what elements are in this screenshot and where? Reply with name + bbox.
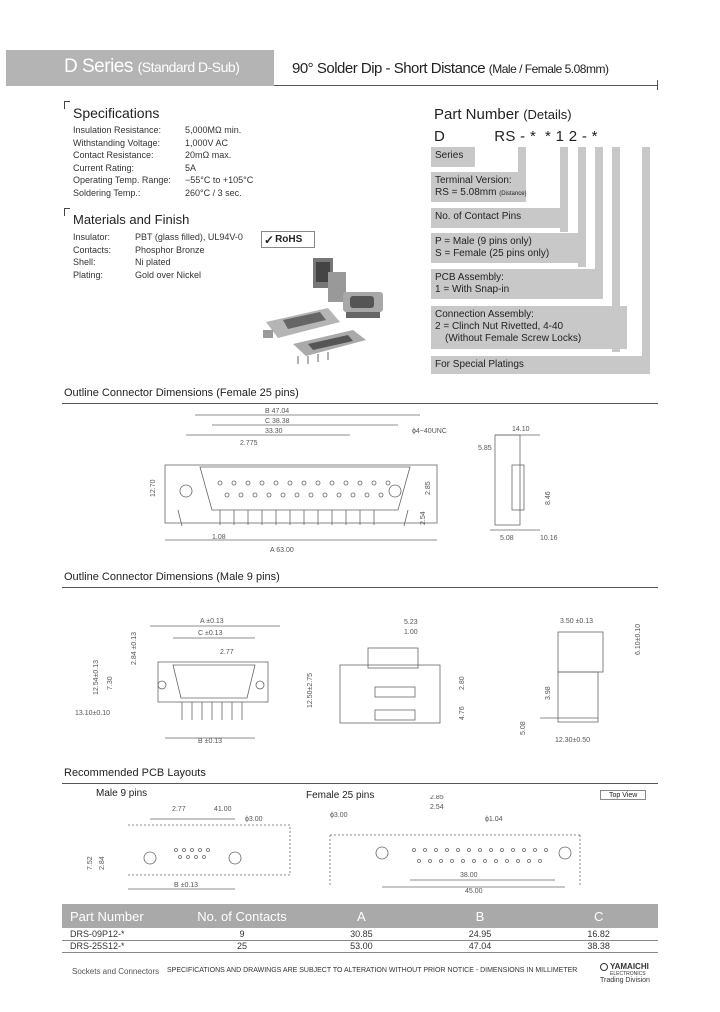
male-dim-b: B ±0.13 <box>198 738 223 745</box>
male-dim-610: 6.10±0.10 <box>635 623 642 655</box>
pn-box-line: Series <box>435 150 464 161</box>
spec-value: 20mΩ max. <box>185 150 232 160</box>
male-dim-1254: 12.54±0.13 <box>93 660 100 695</box>
pn-box-plating <box>431 356 650 374</box>
materials-bracket <box>64 208 70 216</box>
material-label: Contacts: <box>73 244 112 255</box>
female-dim-b: B 47.04 <box>265 408 290 415</box>
table-cell: 25 <box>182 940 302 952</box>
series-title <box>64 56 239 78</box>
brand-sub: ELECTRONICS <box>610 971 646 977</box>
spec-value: −55°C to +105°C <box>185 175 254 185</box>
material-row <box>73 270 243 283</box>
footer-brand <box>600 962 650 984</box>
spec-value: 260°C / 3 sec. <box>185 187 242 198</box>
material-label: Shell: <box>73 257 96 267</box>
pn-box-line: Connection Assembly: <box>435 309 534 320</box>
pn-box-connection <box>431 306 627 349</box>
table-cell: 53.00 <box>302 940 421 952</box>
pn-box-line: (Without Female Screw Locks) <box>445 333 582 344</box>
male-dim-398: 3.98 <box>545 686 552 700</box>
male-dim-c: C ±0.13 <box>198 630 223 637</box>
header-rule-tick <box>657 80 658 90</box>
female-dim-254: 2.54 <box>420 511 427 525</box>
female-dim-1270: 12.70 <box>150 479 157 497</box>
material-value: PBT (glass filled), UL94V-0 <box>135 232 243 242</box>
pn-box-line-small: (Distance) <box>499 191 527 197</box>
spec-label: Operating Temp. Range: <box>73 175 171 185</box>
pcb-female-label: Female 25 pins <box>306 790 375 801</box>
table-header: No. of Contacts <box>182 904 302 928</box>
pcb-dim-4500: 45.00 <box>465 888 483 895</box>
male-dim-350: 3.50 ±0.13 <box>560 618 594 625</box>
pcb-female-hole-left <box>376 847 388 859</box>
female-dim-285: 2.85 <box>425 481 432 495</box>
table-cell: 16.82 <box>539 928 658 940</box>
male-dim-476: 4.76 <box>459 706 466 720</box>
product-title <box>292 60 608 77</box>
pn-box-pcb <box>431 269 603 299</box>
table-row <box>62 940 658 952</box>
footer-notice: SPECIFICATIONS AND DRAWINGS ARE SUBJECT TO ALTERATION WITHOUT PRIOR NOTICE - DIMENSIONS IN MILLIMETER <box>167 967 578 974</box>
check-icon: ✓ <box>264 232 275 247</box>
part-number-title-main: Part Number <box>434 106 520 123</box>
male-dim-a: A ±0.13 <box>200 618 224 625</box>
table-cell: 38.38 <box>539 940 658 952</box>
table-header: B <box>421 904 540 928</box>
spec-label: Insulation Resistance: <box>73 125 162 135</box>
female-dim-2775: 2.775 <box>240 440 258 447</box>
spec-label: Withstanding Voltage: <box>73 137 161 148</box>
pn-box-series <box>431 147 475 167</box>
table-cell: 30.85 <box>302 928 421 940</box>
pcb-dim-254: 2.54 <box>430 804 444 811</box>
pn-connector <box>642 147 650 372</box>
male-flange <box>158 662 268 702</box>
table-cell: DRS-09P12-* <box>62 928 182 940</box>
pcb-dim-300: ϕ3.00 <box>245 816 263 823</box>
table-cell: 47.04 <box>421 940 540 952</box>
male-dim-284: 2.84 ±0.13 <box>131 631 138 665</box>
male-dim-1250: 12.50±2.75 <box>307 673 314 708</box>
pcb-dim-b: B ±0.13 <box>174 882 199 889</box>
material-value: Phosphor Bronze <box>135 244 205 255</box>
brand-division: Trading Division <box>600 977 650 984</box>
pn-box-line: Terminal Version: <box>435 175 512 186</box>
dimension-table <box>62 904 658 953</box>
material-row <box>73 232 243 245</box>
male-dim-277: 2.77 <box>220 649 234 656</box>
rohs-label: RoHS <box>275 234 303 245</box>
pcb-male-hole-right <box>229 852 241 864</box>
pn-box-line: S = Female (25 pins only) <box>435 248 550 259</box>
pcb-title: Recommended PCB Layouts <box>64 767 206 779</box>
part-number-title-sub: (Details) <box>523 107 572 122</box>
table-cell: DRS-25S12-* <box>62 940 182 952</box>
connector-photo <box>258 252 388 367</box>
materials-title: Materials and Finish <box>73 212 190 227</box>
male-dim-100: 1.00 <box>404 629 418 636</box>
header-rule <box>274 85 658 86</box>
series-main: D Series <box>64 56 133 77</box>
series-sub: (Standard D-Sub) <box>137 59 240 75</box>
pcb-dim-284: 2.84 <box>99 856 106 870</box>
male-dim-1310: 13.10±0.10 <box>75 710 110 717</box>
pcb-male-label: Male 9 pins <box>96 788 148 799</box>
male-right-shell <box>558 632 603 672</box>
spec-row <box>73 175 253 188</box>
pn-box-line: PCB Assembly: <box>435 272 504 283</box>
materials-list <box>73 232 243 282</box>
female-dim-1410: 14.10 <box>512 426 530 433</box>
male-side-body <box>340 665 440 723</box>
material-row <box>73 257 243 270</box>
pcb-male-pins <box>175 849 210 859</box>
female-dim-1016: 10.16 <box>540 535 558 542</box>
pcb-top-view-label: Top View <box>600 790 646 800</box>
male-dim-1230: 12.30±0.50 <box>555 737 590 744</box>
spec-bracket <box>64 101 70 109</box>
female-dim-1080: 1.08 <box>212 534 226 541</box>
female-pin-row-top <box>218 481 390 485</box>
pcb-male-outline <box>128 825 290 875</box>
spec-value: 5,000MΩ min. <box>185 125 242 135</box>
rohs-badge <box>261 231 315 248</box>
spec-row <box>73 188 253 201</box>
male-mount-hole-right <box>256 681 264 689</box>
table-row <box>62 928 658 940</box>
brand-name: YAMAICHI <box>610 962 649 971</box>
spec-row <box>73 125 253 138</box>
male-outline-drawing <box>70 590 650 750</box>
material-label: Plating: <box>73 269 104 280</box>
pcb-female-hole-right <box>559 847 571 859</box>
female-dim-846: 8.46 <box>545 491 552 505</box>
female-pin-row-bottom <box>225 493 383 497</box>
female-mount-hole-right <box>389 485 401 497</box>
pcb-dim-752: 7.52 <box>87 856 94 870</box>
table-cell: 9 <box>182 928 302 940</box>
pcb-dim-277: 2.77 <box>172 806 186 813</box>
female-dshell <box>200 467 410 510</box>
pn-box-line: For Special Platings <box>435 359 524 370</box>
spec-label: Current Rating: <box>73 162 135 173</box>
part-number-code: D RS - * * 1 2 - * <box>434 128 598 145</box>
specifications-list <box>73 125 253 200</box>
pcb-dim-4100: 41.00 <box>214 806 232 813</box>
male-dim-280: 2.80 <box>459 676 466 690</box>
spec-label: Soldering Temp.: <box>73 187 141 198</box>
male-dim-523: 5.23 <box>404 619 418 626</box>
pcb-dim-285: 2.85 <box>430 795 444 801</box>
female-dim-3330: 33.30 <box>265 428 283 435</box>
male-outline-title: Outline Connector Dimensions (Male 9 pins) <box>64 571 280 583</box>
pn-box-pins <box>431 208 568 228</box>
table-header-row <box>62 904 658 928</box>
pcb-male-hole-left <box>144 852 156 864</box>
yamaichi-logo-icon <box>600 963 608 971</box>
male-outline-rule <box>62 587 658 588</box>
female-dim-a: A 63.00 <box>270 547 294 554</box>
pcb-female-pins <box>413 849 548 863</box>
pcb-dim-female-hole: ϕ3.00 <box>330 812 348 819</box>
female-side-body <box>495 435 520 525</box>
female-dim-585: 5.85 <box>478 445 492 452</box>
table-header: C <box>539 904 658 928</box>
pcb-dim-3800: 38.00 <box>460 872 478 879</box>
male-right-body <box>558 672 598 722</box>
pcb-dim-104: ϕ1.04 <box>485 816 503 823</box>
material-value: Gold over Nickel <box>135 269 202 280</box>
male-dim-730: 7.30 <box>107 676 114 690</box>
spec-row <box>73 163 253 176</box>
female-outline-title: Outline Connector Dimensions (Female 25 pins) <box>64 387 299 399</box>
female-flange <box>165 465 437 523</box>
spec-row <box>73 138 253 151</box>
pn-box-line: No. of Contact Pins <box>435 211 522 222</box>
spec-value: 5A <box>185 162 197 173</box>
pn-box-terminal <box>431 172 526 202</box>
pn-box-line: 1 = With Snap-in <box>435 284 510 295</box>
material-label: Insulator: <box>73 232 111 242</box>
table-cell: 24.95 <box>421 928 540 940</box>
male-mount-hole-left <box>158 681 166 689</box>
spec-value: 1,000V AC <box>185 137 229 148</box>
pn-box-line: P = Male (9 pins only) <box>435 236 532 247</box>
female-dim-508: 5.08 <box>500 535 514 542</box>
part-number-title <box>434 106 572 123</box>
pn-box-line: RS = 5.08mm <box>435 187 497 198</box>
table-header: A <box>302 904 421 928</box>
pcb-layout-drawing <box>80 795 600 900</box>
female-outline-rule <box>62 403 658 404</box>
spec-label: Contact Resistance: <box>73 150 154 160</box>
product-sub: (Male / Female 5.08mm) <box>488 62 609 76</box>
pn-box-line: 2 = Clinch Nut Rivetted, 4-40 <box>435 321 564 332</box>
product-main: 90° Solder Dip - Short Distance <box>292 60 486 77</box>
female-outline-drawing <box>150 405 570 555</box>
male-dshell <box>173 665 255 698</box>
pcb-female-outline <box>330 835 580 885</box>
specifications-title: Specifications <box>73 105 160 121</box>
material-value: Ni plated <box>135 257 171 267</box>
material-row <box>73 245 243 258</box>
footer-left: Sockets and Connectors <box>72 967 160 976</box>
table-header: Part Number <box>62 904 182 928</box>
pn-box-gender <box>431 233 586 263</box>
female-dim-c: C 38.38 <box>265 418 290 425</box>
spec-row <box>73 150 253 163</box>
pcb-rule <box>62 783 658 784</box>
female-mount-hole-left <box>180 485 192 497</box>
male-dim-508: 5.08 <box>520 721 527 735</box>
female-dim-hole: ϕ4−40UNC <box>412 428 447 435</box>
